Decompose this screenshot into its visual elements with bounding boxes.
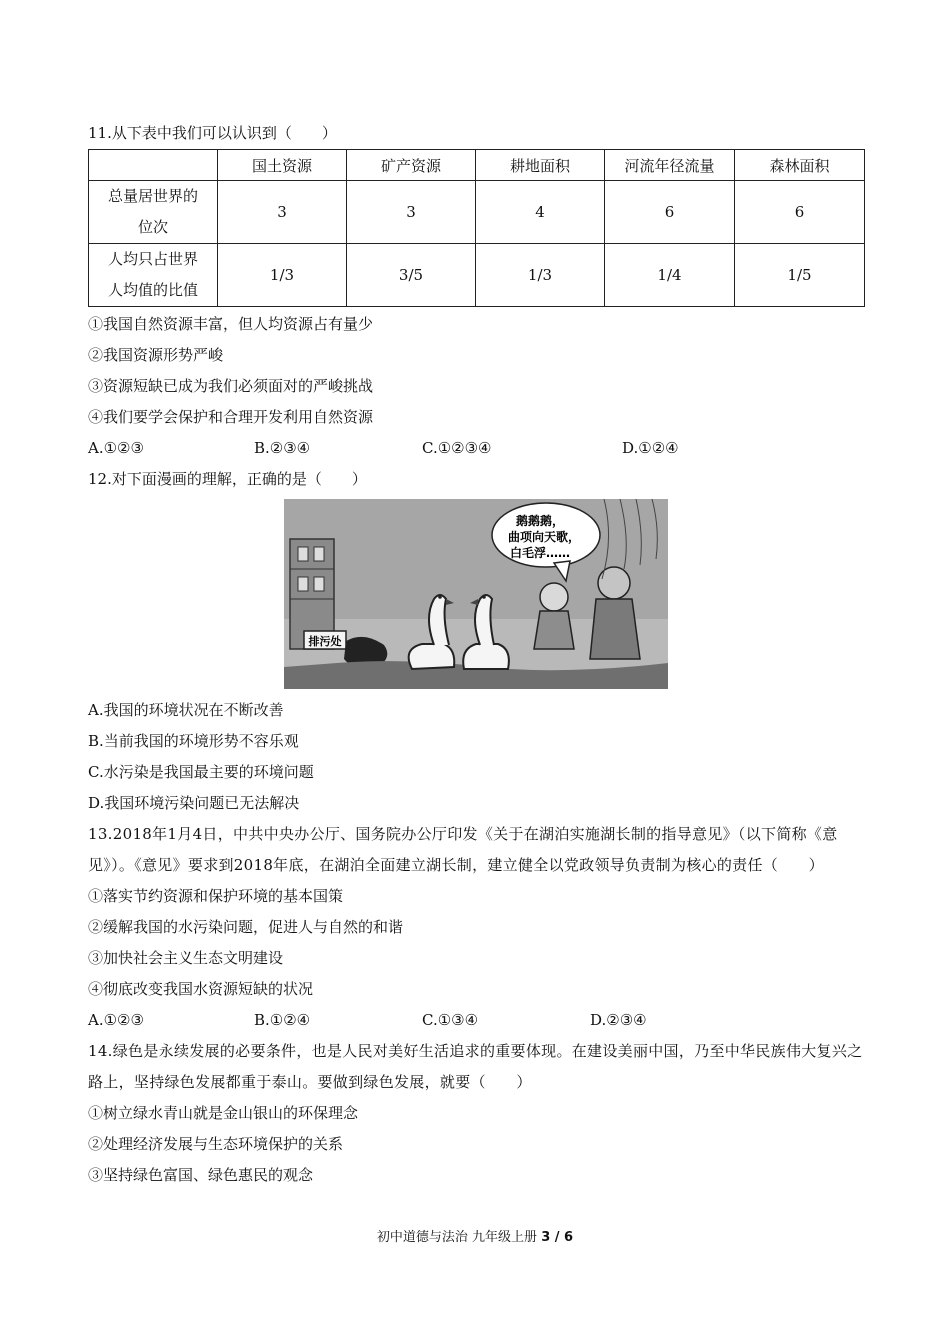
row-label-line: 位次 [137, 218, 168, 236]
option-d[interactable]: D.②③④ [590, 1011, 647, 1029]
table-cell: 3/5 [347, 244, 476, 307]
table-row [89, 181, 865, 244]
option-c[interactable]: C.①②③④ [422, 439, 492, 457]
q14-stem: 14.绿色是永续发展的必要条件，也是人民对美好生活追求的重要体现。在建设美丽中国，乃至中华民族伟大复兴之路上，坚持绿色发展都重于泰山。要做到绿色发展，就要（ ） [88, 1042, 863, 1091]
table-cell: 6 [735, 181, 865, 244]
table-row-label [89, 181, 218, 244]
q11-stem: 11.从下表中我们可以认识到（ ） [88, 124, 337, 142]
q13-item: ④彻底改变我国水资源短缺的状况 [88, 980, 314, 998]
option-a[interactable]: A.①②③ [88, 439, 144, 457]
footer-text: 初中道德与法治 九年级上册 [376, 1230, 542, 1245]
table-header-cell: 森林面积 [735, 150, 865, 181]
table-header-cell: 河流年径流量 [605, 150, 735, 181]
speech-bubble-line: 白毛浮…… [510, 546, 571, 560]
table-header-cell [89, 150, 218, 181]
option-b[interactable]: B.①②④ [254, 1011, 311, 1029]
discharge-sign: 排污处 [308, 635, 342, 648]
q13-stem: 13.2018年1月4日，中共中央办公厅、国务院办公厅印发《关于在湖泊实施湖长制的指导意见》（以下简称《意见》）。《意见》要求到2018年底，在湖泊全面建立湖长制，建立健全以党政领导负责制为核心的责任（ ） [88, 825, 838, 874]
q13-item: ③加快社会主义生态文明建设 [88, 949, 284, 967]
q12-option-b[interactable]: B.当前我国的环境形势不容乐观 [88, 732, 299, 750]
table-header-cell: 国土资源 [218, 150, 347, 181]
q11-item: ③资源短缺已成为我们必须面对的严峻挑战 [88, 377, 374, 395]
table-cell: 1/3 [476, 244, 605, 307]
q12-option-d[interactable]: D.我国环境污染问题已无法解决 [88, 794, 300, 812]
cartoon-illustration [284, 499, 668, 689]
q12-option-c[interactable]: C.水污染是我国最主要的环境问题 [88, 763, 314, 781]
page-footer [0, 1226, 950, 1245]
q11-item: ②我国资源形势严峻 [88, 346, 224, 364]
speech-bubble-line: 鹅鹅鹅， [516, 514, 565, 528]
option-a[interactable]: A.①②③ [88, 1011, 144, 1029]
option-b[interactable]: B.②③④ [254, 439, 311, 457]
table-row-label [89, 244, 218, 307]
table-cell: 3 [218, 181, 347, 244]
table-row [89, 244, 865, 307]
row-label-line: 人均值的比值 [107, 281, 198, 299]
q13-item: ①落实节约资源和保护环境的基本国策 [88, 887, 344, 905]
table-cell: 1/5 [735, 244, 865, 307]
option-d[interactable]: D.①②④ [622, 439, 679, 457]
table-cell: 1/4 [605, 244, 735, 307]
page-number: 3 / 6 [541, 1230, 574, 1245]
q14-item: ①树立绿水青山就是金山银山的环保理念 [88, 1104, 359, 1122]
row-label-line: 人均只占世界 [107, 250, 198, 268]
table-cell: 4 [476, 181, 605, 244]
table-header-row [89, 150, 865, 181]
q12-option-a[interactable]: A.我国的环境状况在不断改善 [88, 701, 284, 719]
table-cell: 3 [347, 181, 476, 244]
pollution-cartoon [284, 499, 668, 689]
q11-item: ④我们要学会保护和合理开发利用自然资源 [88, 408, 374, 426]
resource-table [88, 149, 865, 307]
table-header-cell: 矿产资源 [347, 150, 476, 181]
table-header-cell: 耕地面积 [476, 150, 605, 181]
row-label-line: 总量居世界的 [107, 187, 198, 205]
speech-bubble-line: 曲项向天歌， [508, 530, 581, 544]
q11-options [88, 433, 864, 464]
exam-page [88, 118, 864, 1191]
q14-item: ③坚持绿色富国、绿色惠民的观念 [88, 1166, 314, 1184]
option-c[interactable]: C.①③④ [422, 1011, 479, 1029]
q11-item: ①我国自然资源丰富，但人均资源占有量少 [88, 315, 374, 333]
q13-options [88, 1005, 864, 1036]
table-cell: 1/3 [218, 244, 347, 307]
q14-item: ②处理经济发展与生态环境保护的关系 [88, 1135, 344, 1153]
q12-stem: 12.对下面漫画的理解，正确的是（ ） [88, 470, 367, 488]
q13-item: ②缓解我国的水污染问题，促进人与自然的和谐 [88, 918, 404, 936]
table-cell: 6 [605, 181, 735, 244]
